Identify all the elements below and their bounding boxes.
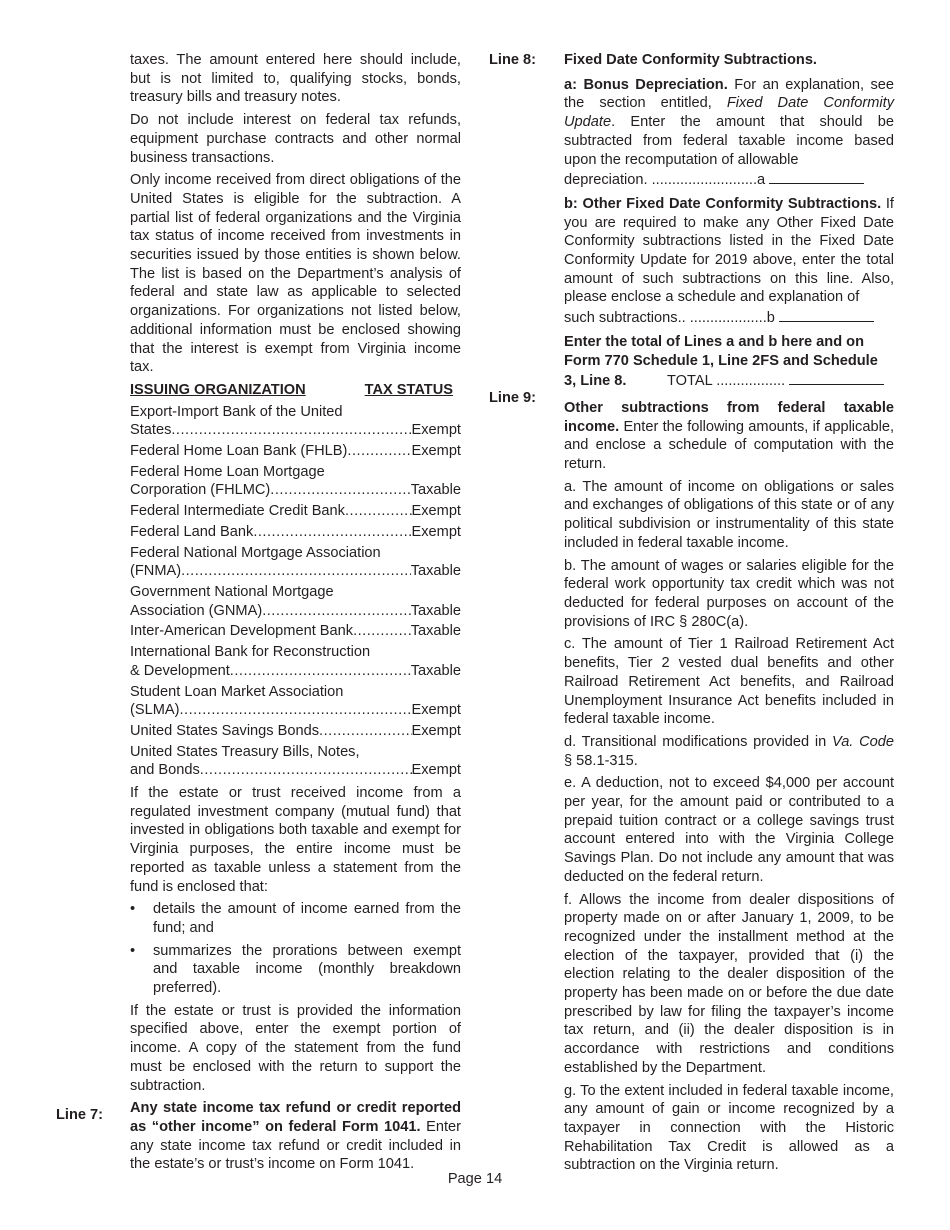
- paragraph-exempt-portion: If the estate or trust is provided the information specified above, enter the exempt portion of income. A copy of the statement from the fund must be enclosed with the return to support the subtraction.: [130, 1002, 461, 1094]
- org-name: States: [130, 422, 172, 439]
- org-name-line1: International Bank for Reconstruction: [130, 644, 371, 661]
- org-row: [130, 502, 461, 521]
- line8b-fill: such subtractions.. ...................b: [564, 307, 894, 328]
- line9-item-a: a. The amount of income on obligations or sales and exchanges of obligations of this state or of any political subdivision or instrumentality of this state included in federal taxable income.: [564, 478, 894, 551]
- line9-item-f: f. Allows the income from dealer dispositions of property made on or after January 1, 2009, to be recognized under the installment method at the election of the taxpayer, provided that (i) the election relating to the dealer disposition of the property has been made on or before the due date prescribed by law for filing the taxpayer’s income tax return, and (ii) the dealer disposition is in accordance with restrictions and conditions established by the Department.: [564, 891, 894, 1076]
- org-name: Corporation (FHLMC): [130, 482, 271, 499]
- line8-total: Enter the total of Lines a and b here and on Form 770 Schedule 1, Line 2FS and Schedule 3, Line 8. TOTAL .................: [564, 333, 894, 391]
- org-name-line1: Government National Mortgage: [130, 583, 334, 600]
- line9-item-d: d. Transitional modifications provided in Va. Code § 58.1-315.: [564, 733, 894, 769]
- paragraph-exclusions: Do not include interest on federal tax refunds, equipment purchase contracts and other normal business transactions.: [130, 112, 461, 166]
- org-name-line1: Federal Home Loan Mortgage: [130, 463, 325, 480]
- status-column-header: TAX STATUS: [364, 381, 453, 398]
- list-item: • summarizes the prorations between exempt and taxable income (monthly breakdown preferred).: [130, 942, 461, 997]
- org-tax-status: Taxable: [410, 662, 461, 679]
- org-row: [130, 683, 461, 720]
- org-row: [130, 463, 461, 500]
- paragraph-qualifying-taxes: taxes. The amount entered here should include, but is not limited to, qualifying stocks, bonds, treasury bills and treasury notes.: [130, 52, 461, 106]
- org-tax-status: Exempt: [411, 443, 461, 460]
- org-row: [130, 583, 461, 620]
- line8a-fill: depreciation. ..........................a: [564, 169, 894, 190]
- org-row: [130, 643, 461, 680]
- line8-label: Line 8:: [489, 52, 537, 68]
- org-row: [130, 743, 461, 780]
- org-tax-status: Exempt: [411, 503, 461, 520]
- org-name: (FNMA): [130, 563, 182, 580]
- line8b-blank[interactable]: [779, 307, 874, 322]
- org-tax-status: Taxable: [410, 623, 461, 640]
- org-name-line1: Federal National Mortgage Association: [130, 544, 381, 561]
- right-column: [564, 51, 894, 1179]
- line9-item-g: g. To the extent included in federal taxable income, any amount of gain or income recognized by a taxpayer in connection with the Historic Rehabilitation Tax Credit is allowed as a subtraction on the Virginia return.: [564, 1082, 894, 1174]
- org-name: & Development: [130, 662, 230, 679]
- list-item: • details the amount of income earned from the fund; and: [130, 901, 461, 936]
- line9-item-c: c. The amount of Tier 1 Railroad Retirement Act benefits, Tier 2 vested dual benefits and other Railroad Retirement Act benefits, and Railroad Unemployment Insurance Act benefits included in federal taxable income.: [564, 636, 894, 728]
- line8a-text: a: Bonus Depreciation. For an explanation, see the section entitled, Fixed Date Conformity Update. Enter the amount that should be subtracted from federal taxable income based upon the recomputation of allowable: [564, 76, 894, 168]
- org-tax-status: Exempt: [411, 523, 461, 540]
- org-name: (SLMA): [130, 702, 180, 719]
- paragraph-direct-obligations: Only income received from direct obligations of the United States is eligible for the subtraction. A partial list of federal organizations and the Virginia tax status of income received from investments in securities issued by those entities is shown below. The list is based on the Department’s analysis of federal and state law as applicable to selected organizations. For organizations not listed below, additional information must be enclosed showing that the interest is exempt from Virginia income tax.: [130, 172, 461, 376]
- org-column-header: ISSUING ORGANIZATION: [130, 381, 306, 398]
- org-name-line1: United States Treasury Bills, Notes,: [130, 743, 360, 760]
- line9-text: Other subtractions from federal taxable income. Enter the following amounts, if applicable, and enclose a schedule of computation with the return.: [564, 399, 894, 473]
- org-name: Federal Intermediate Credit Bank: [130, 503, 345, 520]
- org-name: Inter-American Development Bank: [130, 623, 354, 640]
- org-tax-status: Exempt: [411, 722, 461, 739]
- org-row: [130, 544, 461, 581]
- org-row: [130, 442, 461, 461]
- org-name: Federal Home Loan Bank (FHLB): [130, 443, 348, 460]
- org-name: Association (GNMA): [130, 602, 263, 619]
- org-table-header: [130, 381, 461, 400]
- bullet-icon: •: [130, 901, 136, 918]
- line9-item-e: e. A deduction, not to exceed $4,000 per account per year, for the amount paid or contributed to a prepaid tuition contract or a college savings trust account entered into with the Virginia College Savings Plan. Do not include any amount that was deducted on the federal return.: [564, 775, 894, 885]
- org-name: United States Savings Bonds: [130, 722, 320, 739]
- org-row: [130, 722, 461, 741]
- line8-total-blank[interactable]: [789, 370, 884, 385]
- left-column: [130, 51, 461, 1178]
- org-row: [130, 403, 461, 440]
- line8a-blank[interactable]: [769, 169, 864, 184]
- paragraph-mutual-fund: If the estate or trust received income from a regulated investment company (mutual fund) that invested in obligations both taxable and exempt for Virginia purposes, the entire income must be reported as taxable unless a statement from the fund is enclosed that:: [130, 785, 461, 895]
- line9-label: Line 9:: [489, 390, 537, 406]
- org-tax-status: Exempt: [411, 702, 461, 719]
- org-tax-status: Taxable: [410, 482, 461, 499]
- page-number: Page 14: [447, 1171, 503, 1187]
- org-name: Federal Land Bank: [130, 523, 254, 540]
- org-row: [130, 523, 461, 542]
- org-name: and Bonds: [130, 762, 200, 779]
- line7-text: Any state income tax refund or credit reported as “other income” on federal Form 1041. Enter any state income tax refund or credit included in the estate’s or trust’s income on Form 1041.: [130, 1100, 462, 1173]
- org-tax-status: Exempt: [411, 762, 461, 779]
- org-tax-status: Taxable: [410, 602, 461, 619]
- org-table: [130, 403, 461, 780]
- line8-title: Fixed Date Conformity Subtractions.: [564, 52, 817, 68]
- org-name-line1: Export-Import Bank of the United: [130, 403, 343, 420]
- bullet-icon: •: [130, 942, 136, 959]
- line8b-text: b: Other Fixed Date Conformity Subtractions. If you are required to make any Other Fixed Date Conformity subtractions listed in the Fixed Date Conformity Update for 2019 above, enter the total amount of such subtractions on this line. Also, please enclose a schedule and explanation of: [564, 195, 894, 306]
- org-tax-status: Exempt: [411, 422, 461, 439]
- org-name-line1: Student Loan Market Association: [130, 683, 344, 700]
- line7-label: Line 7:: [56, 1107, 104, 1123]
- org-tax-status: Taxable: [410, 563, 461, 580]
- bullet-list: [130, 900, 461, 998]
- org-row: [130, 622, 461, 641]
- line9-item-b: b. The amount of wages or salaries eligible for the federal work opportunity tax credit which was not deducted for federal purposes on account of the provisions of IRC § 280C(a).: [564, 557, 894, 630]
